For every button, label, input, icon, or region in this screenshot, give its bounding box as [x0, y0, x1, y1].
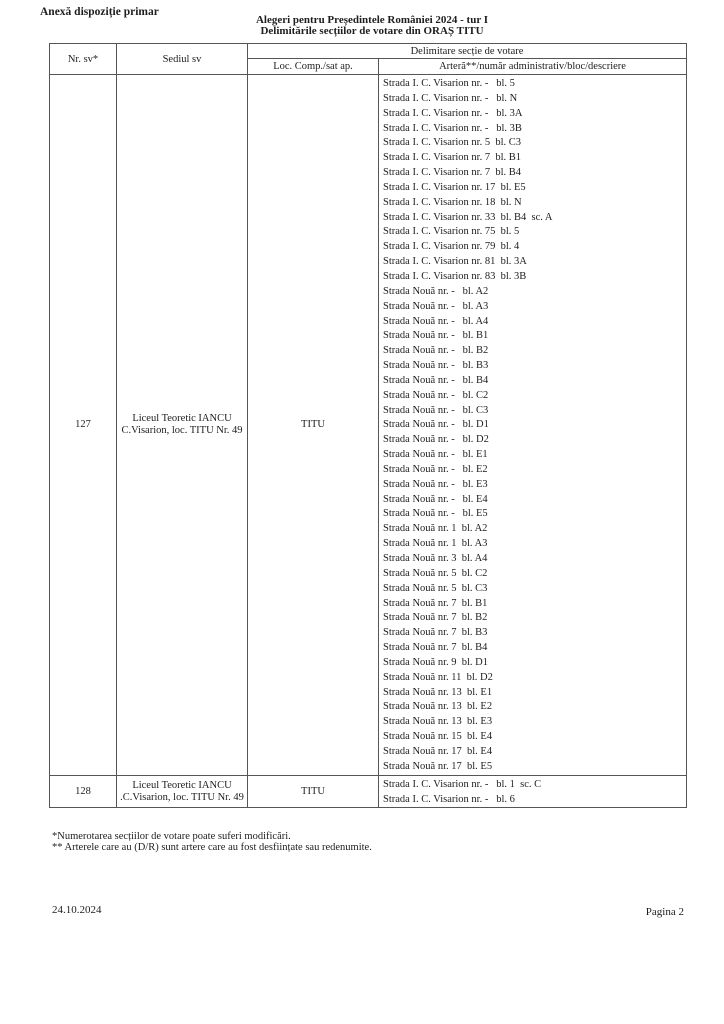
street-entry: Strada I. C. Visarion nr. - bl. N: [383, 92, 518, 104]
station-number: 128: [50, 775, 117, 808]
header-sediu: Sediul sv: [117, 44, 248, 75]
street-entry: Strada I. C. Visarion nr. 18 bl. N: [383, 196, 522, 208]
street-entry: Strada I. C. Visarion nr. 83 bl. 3B: [383, 270, 527, 282]
street-entry: Strada Nouă nr. 9 bl. D1: [383, 656, 488, 668]
street-entry: Strada Nouă nr. - bl. D1: [383, 419, 489, 431]
street-entry: Strada I. C. Visarion nr. 75 bl. 5: [383, 226, 520, 238]
street-entry: Strada Nouă nr. 1 bl. A2: [383, 523, 488, 535]
header-artera: Arteră**/număr administrativ/bloc/descriere: [379, 59, 687, 75]
street-list: [379, 75, 687, 776]
document-title: [0, 15, 724, 37]
street-entry: Strada Nouă nr. - bl. A2: [383, 285, 489, 297]
street-entry: Strada Nouă nr. - bl. E1: [383, 449, 488, 461]
street-entry: Strada I. C. Visarion nr. - bl. 6: [383, 793, 515, 805]
street-entry: Strada Nouă nr. - bl. E3: [383, 478, 488, 490]
street-entry: Strada Nouă nr. 17 bl. E5: [383, 760, 493, 772]
street-entry: Strada I. C. Visarion nr. 17 bl. E5: [383, 181, 526, 193]
street-entry: Strada Nouă nr. - bl. B2: [383, 345, 489, 357]
street-entry: Strada Nouă nr. - bl. C3: [383, 404, 489, 416]
footnotes: [52, 831, 372, 853]
street-entry: Strada Nouă nr. - bl. E5: [383, 508, 488, 520]
title-election: Alegeri pentru Președintele României 2024 - tur I: [255, 14, 489, 26]
street-entry: Strada Nouă nr. 13 bl. E3: [383, 716, 493, 728]
street-entry: Strada Nouă nr. 17 bl. E4: [383, 745, 493, 757]
street-entry: Strada I. C. Visarion nr. - bl. 5: [383, 78, 515, 89]
street-entry: Strada Nouă nr. - bl. C2: [383, 389, 489, 401]
annex-label: Anexă dispoziție primar: [40, 6, 159, 18]
station-locality: TITU: [248, 775, 379, 808]
polling-stations-table: [49, 43, 687, 808]
street-entry: Strada I. C. Visarion nr. 33 bl. B4 sc. A: [383, 211, 553, 223]
street-entry: Strada I. C. Visarion nr. 81 bl. 3A: [383, 256, 527, 268]
street-list: [379, 775, 687, 808]
street-entry: Strada I. C. Visarion nr. - bl. 3B: [383, 122, 522, 134]
street-entry: Strada Nouă nr. 11 bl. D2: [383, 671, 493, 683]
street-entry: Strada Nouă nr. 15 bl. E4: [383, 731, 493, 743]
station-location: Liceul Teoretic IANCU .C.Visarion, loc. TITU Nr. 49: [117, 775, 248, 808]
street-entry: Strada Nouă nr. 13 bl. E1: [383, 686, 493, 698]
header-nr: Nr. sv*: [50, 44, 117, 75]
station-location: Liceul Teoretic IANCU C.Visarion, loc. TITU Nr. 49: [117, 75, 248, 776]
street-entry: Strada Nouă nr. 7 bl. B4: [383, 642, 488, 654]
document-date: 24.10.2024: [52, 904, 102, 916]
street-entry: Strada Nouă nr. - bl. D2: [383, 434, 489, 446]
street-entry: Strada Nouă nr. 3 bl. A4: [383, 553, 488, 564]
street-entry: Strada I. C. Visarion nr. 7 bl. B4: [383, 167, 522, 179]
table-row-127: [50, 75, 687, 776]
street-entry: Strada I. C. Visarion nr. 7 bl. B1: [383, 152, 522, 164]
street-entry: Strada Nouă nr. - bl. B3: [383, 360, 489, 372]
street-entry: Strada I. C. Visarion nr. 5 bl. C3: [383, 137, 522, 149]
header-localitate: Loc. Comp./sat ap.: [248, 59, 379, 75]
street-entry: Strada Nouă nr. 7 bl. B2: [383, 612, 488, 624]
street-entry: Strada Nouă nr. - bl. A4: [383, 315, 489, 327]
footnote-arteries: ** Arterele care au (D/R) sunt artere care au fost desființate sau redenumite.: [52, 842, 372, 853]
street-entry: Strada I. C. Visarion nr. - bl. 1 sc. C: [383, 778, 542, 790]
page-number: Pagina 2: [645, 906, 684, 918]
title-delimitation: Delimitările secțiilor de votare din ORAȘ TITU: [260, 25, 484, 37]
street-entry: Strada Nouă nr. 5 bl. C2: [383, 567, 488, 579]
street-entry: Strada Nouă nr. - bl. B4: [383, 374, 489, 386]
station-locality: TITU: [248, 75, 379, 776]
table-row-128: [50, 775, 687, 808]
street-entry: Strada Nouă nr. - bl. B1: [383, 330, 489, 342]
street-entry: Strada Nouă nr. 5 bl. C3: [383, 582, 488, 594]
street-entry: Strada Nouă nr. 7 bl. B3: [383, 627, 488, 639]
street-entry: Strada Nouă nr. - bl. E4: [383, 493, 488, 505]
street-entry: Strada Nouă nr. - bl. A3: [383, 300, 489, 312]
street-entry: Strada Nouă nr. 1 bl. A3: [383, 538, 488, 550]
street-entry: Strada I. C. Visarion nr. 79 bl. 4: [383, 241, 520, 253]
footnote-numbering: *Numerotarea secțiilor de votare poate suferi modificări.: [52, 831, 291, 842]
street-entry: Strada Nouă nr. 13 bl. E2: [383, 701, 493, 713]
street-entry: Strada Nouă nr. 7 bl. B1: [383, 597, 488, 609]
header-delimitare: Delimitare secție de votare: [248, 44, 687, 59]
street-entry: Strada I. C. Visarion nr. - bl. 3A: [383, 107, 523, 119]
street-entry: Strada Nouă nr. - bl. E2: [383, 463, 488, 475]
station-number: 127: [50, 75, 117, 776]
